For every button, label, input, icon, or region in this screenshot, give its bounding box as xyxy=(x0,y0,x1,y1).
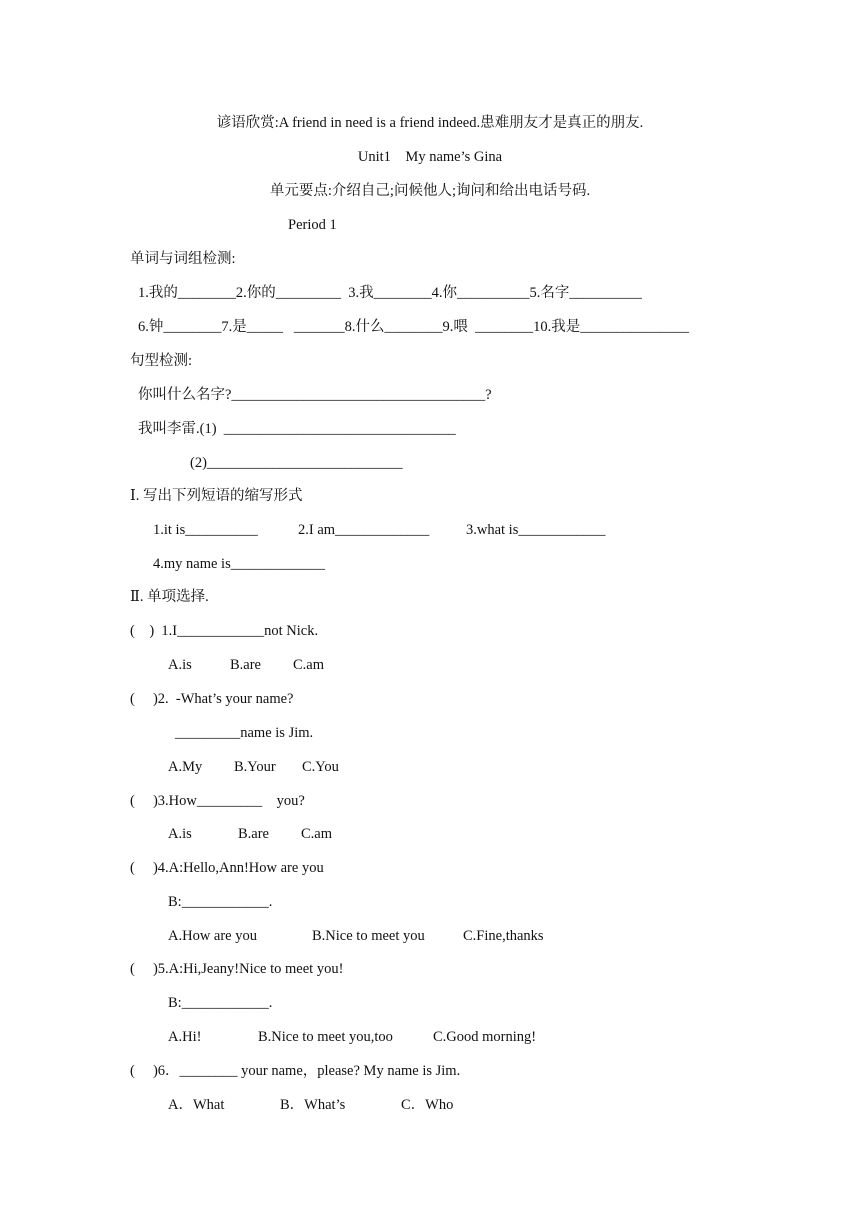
question-5: ( )5.A:Hi,Jeany!Nice to meet you! xyxy=(130,961,344,977)
proverb: 谚语欣赏:A friend in need is a friend indeed.患难朋友才是真正的朋友. xyxy=(216,115,644,131)
q3-option-c: C.am xyxy=(301,826,333,842)
vocab-row-1: 1.我的________2.你的_________ 3.我________4.你__________5.名字__________ xyxy=(138,285,642,301)
contraction-2: 2.I am_____________ xyxy=(298,522,430,538)
q6-option-c: C．Who xyxy=(401,1097,454,1113)
q3-option-a: A.is xyxy=(168,826,192,842)
q5-line-2: B:____________. xyxy=(168,995,273,1011)
section-2-heading: Ⅱ. 单项选择. xyxy=(130,589,209,605)
q5-option-c: C.Good morning! xyxy=(433,1029,537,1045)
vocab-row-2: 6.钟________7.是_____ _______8.什么________9.喂 ________10.我是_______________ xyxy=(138,319,689,335)
contraction-1: 1.it is__________ xyxy=(153,522,258,538)
question-4: ( )4.A:Hello,Ann!How are you xyxy=(130,860,324,876)
unit-title: Unit1 My name’s Gina xyxy=(357,149,503,165)
q3-option-b: B.are xyxy=(238,826,269,842)
question-6: ( )6．________ your name，please? My name is Jim. xyxy=(130,1063,461,1079)
q5-option-a: A.Hi! xyxy=(168,1029,202,1045)
unit-key-points: 单元要点:介绍自己;问候他人;询问和给出电话号码. xyxy=(269,183,591,199)
q6-option-a: A．What xyxy=(168,1097,225,1113)
q1-option-a: A.is xyxy=(168,657,192,673)
period-label: Period 1 xyxy=(288,217,337,233)
q4-option-a: A.How are you xyxy=(168,928,257,944)
q1-option-b: B.are xyxy=(230,657,261,673)
question-3: ( )3.How_________ you? xyxy=(130,793,305,809)
q5-option-b: B.Nice to meet you,too xyxy=(258,1029,393,1045)
q1-option-c: C.am xyxy=(293,657,325,673)
sentence-q1: 你叫什么名字?___________________________________? xyxy=(138,387,492,403)
q4-option-c: C.Fine,thanks xyxy=(463,928,544,944)
contraction-4: 4.my name is_____________ xyxy=(153,556,325,572)
contraction-3: 3.what is____________ xyxy=(466,522,606,538)
q2-option-c: C.You xyxy=(302,759,339,775)
q4-line-2: B:____________. xyxy=(168,894,273,910)
question-2: ( )2. -What’s your name? xyxy=(130,691,294,707)
sentence-q2: 我叫李雷.(1) ________________________________ xyxy=(138,421,456,437)
vocab-heading: 单词与词组检测: xyxy=(130,251,236,267)
sentence-heading: 句型检测: xyxy=(130,353,193,369)
section-1-heading: Ⅰ. 写出下列短语的缩写形式 xyxy=(130,488,303,504)
q2-option-a: A.My xyxy=(168,759,203,775)
q2-option-b: B.Your xyxy=(234,759,276,775)
q2-line-2: _________name is Jim. xyxy=(175,725,314,741)
sentence-q3: (2)___________________________ xyxy=(190,455,403,471)
q4-option-b: B.Nice to meet you xyxy=(312,928,425,944)
q6-option-b: B．What’s xyxy=(280,1097,346,1113)
question-1: ( ) 1.I____________not Nick. xyxy=(130,623,319,639)
